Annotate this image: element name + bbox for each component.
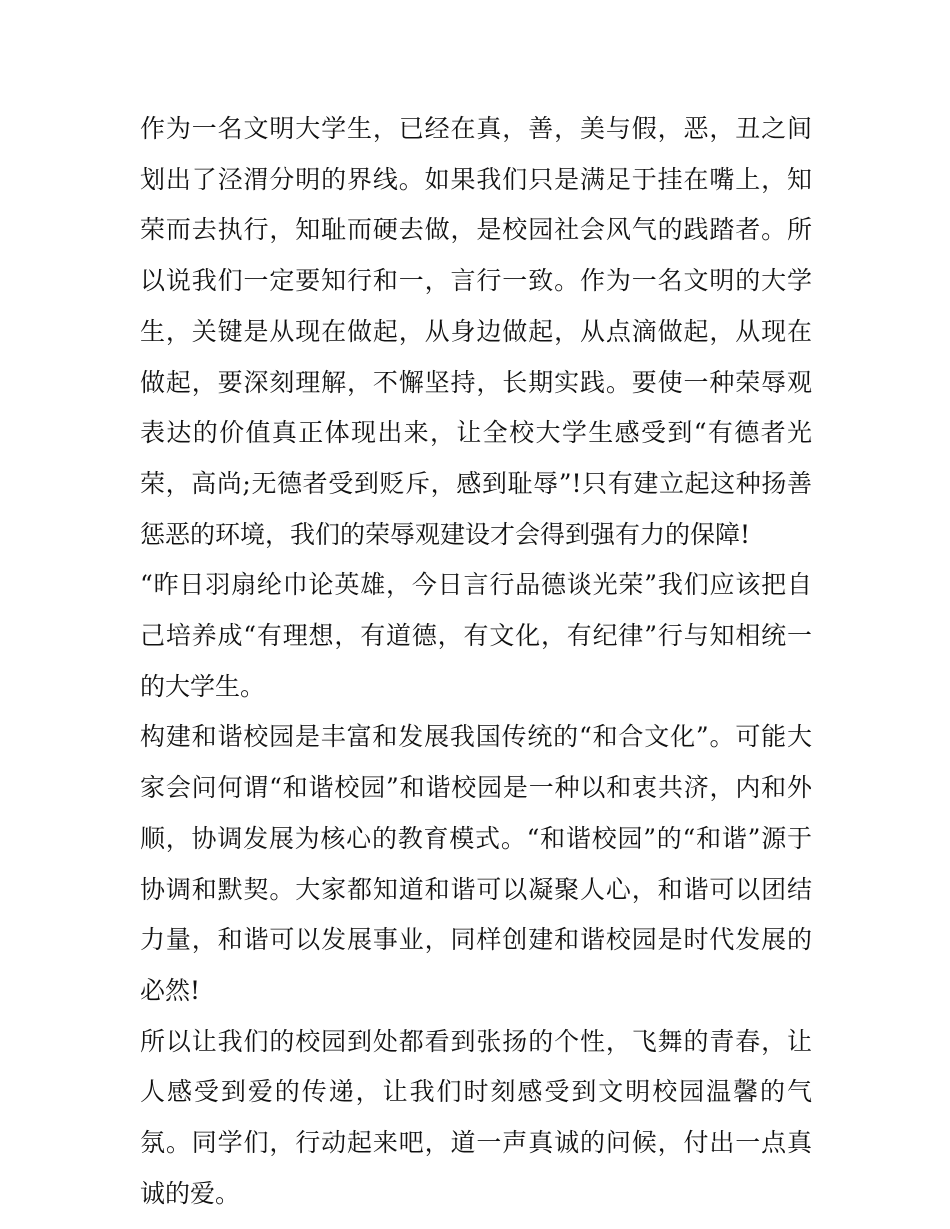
document-body — [140, 104, 812, 1219]
paragraph-4: 所以让我们的校园到处都看到张扬的个性，飞舞的青春，让人感受到爱的传递，让我们时刻感受到文明校园温馨的气氛。同学们，行动起来吧，道一声真诚的问候，付出一点真诚的爱。 — [140, 1026, 812, 1208]
paragraph-1: 作为一名文明大学生，已经在真，善，美与假，恶，丑之间划出了泾渭分明的界线。如果我们只是满足于挂在嘴上，知荣而去执行，知耻而硬去做，是校园社会风气的践踏者。所以说我们一定要知行和一，言行一致。作为一名文明的大学生，关键是从现在做起，从身边做起，从点滴做起，从现在做起，要深刻理解，不懈坚持，长期实践。要使一种荣辱观表达的价值真正体现出来，让全校大学生感受到“有德者光荣，高尚;无德者受到贬斥，感到耻辱”!只有建立起这种扬善惩恶的环境，我们的荣辱观建设才会得到强有力的保障! — [140, 114, 812, 549]
paragraph-2: “昨日羽扇纶巾论英雄，今日言行品德谈光荣”我们应该把自己培养成“有理想，有道德，有文化，有纪律”行与知相统一的大学生。 — [140, 570, 812, 701]
paragraph-3: 构建和谐校园是丰富和发展我国传统的“和合文化”。可能大家会问何谓“和谐校园”和谐校园是一种以和衷共济，内和外顺，协调发展为核心的教育模式。“和谐校园”的“和谐”源于协调和默契。大家都知道和谐可以凝聚人心，和谐可以团结力量，和谐可以发展事业，同样创建和谐校园是时代发展的必然! — [140, 722, 812, 1005]
